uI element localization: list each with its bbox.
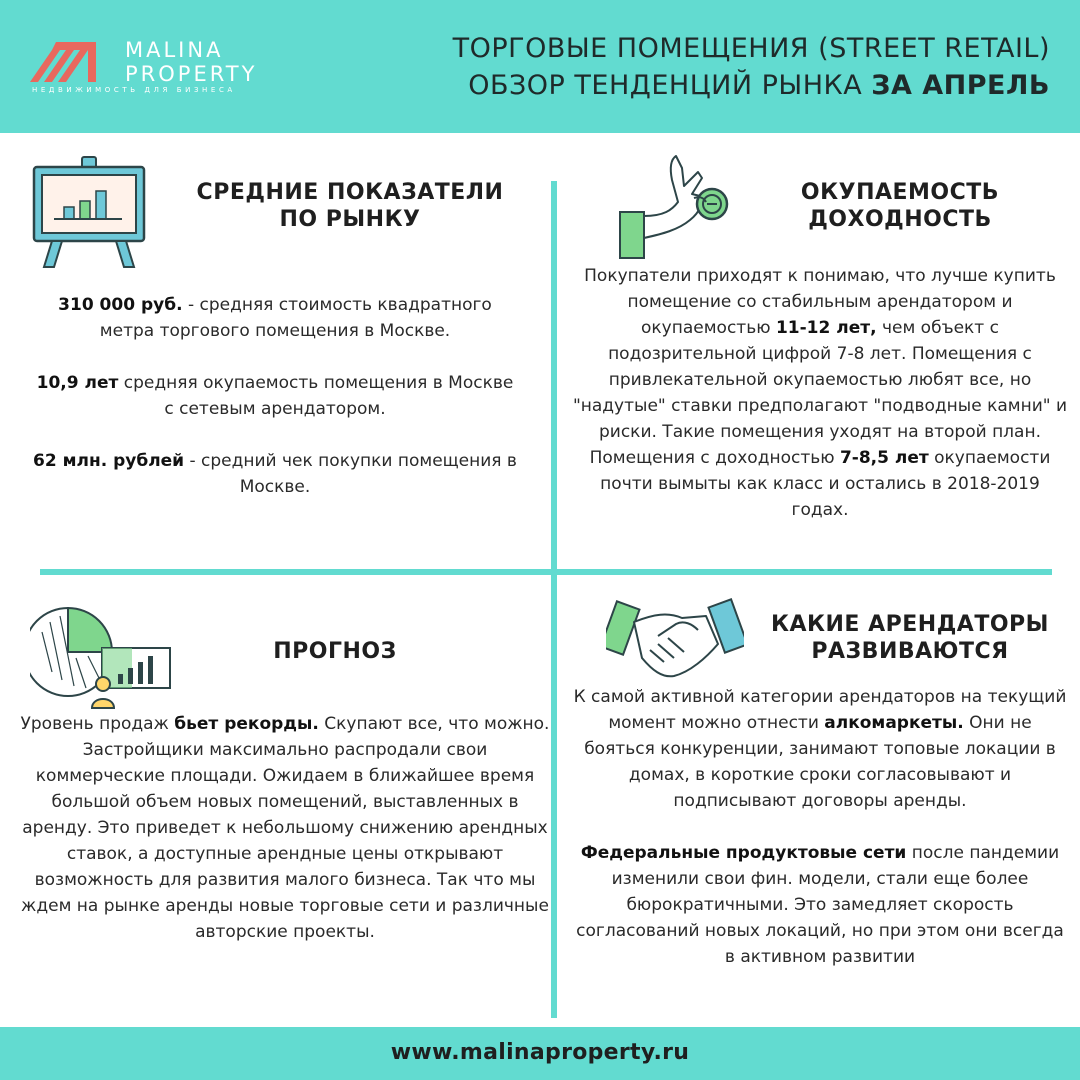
header-bar <box>0 0 1080 133</box>
tenants-paragraph-2 <box>572 840 1068 970</box>
forecast-paragraph <box>20 711 550 945</box>
market-stat-1-value: 310 000 руб. <box>58 295 183 315</box>
tenants-p1-bold: алкомаркеты. <box>824 713 964 733</box>
market-heading-line-1: СРЕДНИЕ ПОКАЗАТЕЛИ <box>196 180 504 205</box>
market-stat-2 <box>30 370 520 422</box>
market-stat-1-text: - средняя стоимость квадратного метра торгового помещения в Москве. <box>99 295 492 341</box>
footer-bar <box>0 1027 1080 1080</box>
title-line-2-bold: ЗА АПРЕЛЬ <box>871 70 1050 101</box>
market-stats <box>30 292 520 500</box>
logo-roof-icon <box>30 40 110 82</box>
payback-paragraph-1 <box>572 263 1068 445</box>
payback-paragraph-2 <box>572 445 1068 523</box>
market-heading <box>180 179 520 233</box>
payback-p2-text-a: Помещения с доходностью <box>589 448 840 468</box>
market-stat-2-text: средняя окупаемость помещения в Москве с сетевым арендатором. <box>118 373 514 419</box>
market-stat-3-value: 62 млн. рублей <box>33 451 185 471</box>
presentation-board-icon <box>30 155 150 270</box>
title-line-2 <box>453 67 1050 104</box>
vertical-divider <box>551 181 557 1018</box>
logo-name: MALINA PROPERTY <box>125 38 258 86</box>
payback-heading-line-2: ДОХОДНОСТЬ <box>808 207 992 232</box>
payback-p2-text-c: окупаемости почти вымыты как класс и остались в 2018-2019 годах. <box>600 448 1051 520</box>
forecast-bold: бьет рекорды. <box>174 714 319 734</box>
pie-chart-icon <box>30 602 175 712</box>
tenants-p1-text-c: Они не бояться конкуренции, занимают топовые локации в домах, в короткие сроки согласовывают и подписывают договоры аренды. <box>584 713 1056 811</box>
tenants-text <box>572 684 1068 970</box>
forecast-text <box>20 711 550 945</box>
payback-heading-line-1: ОКУПАЕМОСТЬ <box>800 180 1000 205</box>
payback-p2-bold: 7-8,5 лет <box>839 448 929 468</box>
logo-tagline: НЕДВИЖИМОСТЬ ДЛЯ БИЗНЕСА <box>32 86 236 94</box>
page-title <box>453 30 1050 104</box>
forecast-text-c: Скупают все, что можно. Застройщики максимально распродали свои коммерческие площади. Ожидаем в ближайшее время большой объем новых помещений, выставленных в аренду. Это приведет к небольшому снижению арендных ставок, а доступные арендные цены открывают возможность для развития малого бизнеса. Так что мы ждем на рынке аренды новые торговые сети и различные авторские проекты. <box>21 714 550 942</box>
market-stat-3 <box>30 448 520 500</box>
logo[interactable] <box>30 36 280 106</box>
website-link[interactable]: www.malinaproperty.ru <box>390 1040 690 1065</box>
forecast-heading: ПРОГНОЗ <box>273 639 397 664</box>
market-stat-2-value: 10,9 лет <box>36 373 119 393</box>
forecast-text-a: Уровень продаж <box>20 714 175 734</box>
market-stat-1 <box>30 292 520 344</box>
payback-text <box>572 263 1068 523</box>
tenants-p2-text-c: после пандемии изменили свои фин. модели, стали еще более бюрократичными. Это замедляет скорость согласований новых локаций, но при этом они всегда в активном развитии <box>576 843 1064 967</box>
market-stat-3-text: - средний чек покупки помещения в Москве. <box>184 451 517 497</box>
payback-p1-bold: 11-12 лет, <box>775 318 877 338</box>
tenants-p2-bold: Федеральные продуктовые сети <box>580 843 907 863</box>
tenants-paragraph-1 <box>572 684 1068 814</box>
payback-p1-text-a: Покупатели приходят к понимаю, что лучше купить помещение со стабильным арендатором и окупаемостью <box>584 266 1056 338</box>
title-line-2-prefix: ОБЗОР ТЕНДЕНЦИЙ РЫНКА <box>468 70 872 101</box>
tenants-p1-text-a: К самой активной категории арендаторов на текущий момент можно отнести <box>573 687 1067 733</box>
hand-coin-icon <box>612 150 737 262</box>
tenants-heading-line-2: РАЗВИВАЮТСЯ <box>811 639 1009 664</box>
payback-p1-text-c: чем объект с подозрительной цифрой 7-8 лет. Помещения с привлекательной окупаемостью любят все, но "надутые" ставки предполагают "подводные камни" и риски. Такие помещения уходят на второй план. <box>572 318 1068 442</box>
market-heading-line-2: ПО РЫНКУ <box>279 207 421 232</box>
tenants-heading <box>755 611 1065 665</box>
tenants-heading-line-1: КАКИЕ АРЕНДАТОРЫ <box>771 612 1049 637</box>
handshake-icon <box>606 598 744 680</box>
horizontal-divider <box>40 569 1052 575</box>
title-line-1: ТОРГОВЫЕ ПОМЕЩЕНИЯ (STREET RETAIL) <box>452 33 1050 64</box>
payback-heading <box>765 179 1035 233</box>
